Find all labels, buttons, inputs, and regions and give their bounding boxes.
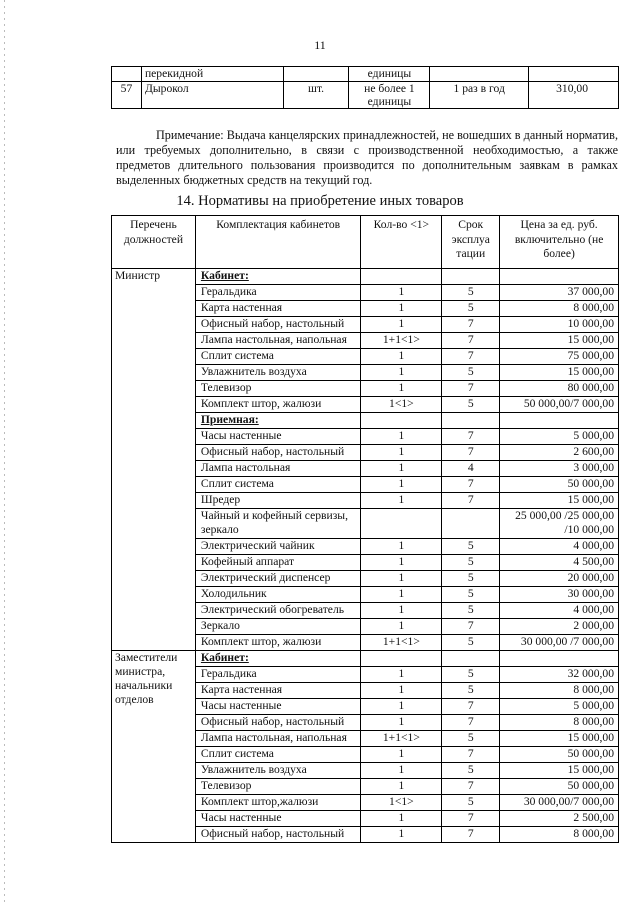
- cell-qty: [361, 651, 442, 667]
- cell-price: 15 000,00: [500, 731, 619, 747]
- equipment-name: Офисный набор, настольный: [195, 827, 361, 843]
- cell-qty: единицы: [349, 67, 430, 82]
- equipment-name: Часы настенные: [195, 429, 361, 445]
- cell-price: 15 000,00: [500, 365, 619, 381]
- cell-term: 7: [442, 317, 500, 333]
- cell-qty: 1: [361, 445, 442, 461]
- cell-term: [442, 269, 500, 285]
- equipment-name: Комплект штор,жалюзи: [195, 795, 361, 811]
- cell-price: 80 000,00: [500, 381, 619, 397]
- cell-price: [500, 651, 619, 667]
- table-row: [112, 67, 619, 82]
- header-term: Срок эксплуа тации: [442, 216, 500, 269]
- cell-price: 310,00: [529, 82, 619, 109]
- equipment-name: [195, 269, 361, 285]
- cell-qty: [361, 509, 442, 539]
- cell-term: 7: [442, 619, 500, 635]
- cell-price: 30 000,00/7 000,00: [500, 795, 619, 811]
- cell-qty: 1: [361, 763, 442, 779]
- equipment-name: Лампа настольная: [195, 461, 361, 477]
- cell-term: 7: [442, 493, 500, 509]
- cell-qty: 1: [361, 285, 442, 301]
- header-qty: Кол-во <1>: [361, 216, 442, 269]
- equipment-name: [195, 651, 361, 667]
- cell-price: 4 500,00: [500, 555, 619, 571]
- equipment-name: Лампа настольная, напольная: [195, 731, 361, 747]
- cell-num: [112, 67, 142, 82]
- cell-price: 15 000,00: [500, 763, 619, 779]
- supplies-table-continuation: [111, 66, 619, 109]
- cell-qty: 1: [361, 555, 442, 571]
- cell-price: 3 000,00: [500, 461, 619, 477]
- cell-term: [442, 651, 500, 667]
- cell-term: 5: [442, 635, 500, 651]
- cell-qty: 1: [361, 571, 442, 587]
- cell-price: [529, 67, 619, 82]
- cell-term: 5: [442, 571, 500, 587]
- cell-term: 5: [442, 555, 500, 571]
- cell-price: 50 000,00: [500, 779, 619, 795]
- table-row: [112, 82, 619, 109]
- cell-qty: 1<1>: [361, 795, 442, 811]
- cell-price: 15 000,00: [500, 333, 619, 349]
- equipment-name: Комплект штор, жалюзи: [195, 397, 361, 413]
- equipment-name: [195, 413, 361, 429]
- cell-term: 5: [442, 683, 500, 699]
- cell-price: 50 000,00: [500, 747, 619, 763]
- cell-qty: 1: [361, 349, 442, 365]
- equipment-name: Часы настенные: [195, 811, 361, 827]
- cell-term: 5: [442, 667, 500, 683]
- other-goods-norms-table: [111, 215, 619, 843]
- equipment-name: Офисный набор, настольный: [195, 715, 361, 731]
- equipment-name: Лампа настольная, напольная: [195, 333, 361, 349]
- cell-price: 2 500,00: [500, 811, 619, 827]
- section-title: 14. Нормативы на приобретение иных товаров: [176, 193, 464, 209]
- cell-qty: 1: [361, 493, 442, 509]
- equipment-name: Сплит система: [195, 477, 361, 493]
- cell-price: 4 000,00: [500, 603, 619, 619]
- cell-term: [442, 509, 500, 539]
- cell-price: 25 000,00 /25 000,00 /10 000,00: [500, 509, 619, 539]
- cell-price: 10 000,00: [500, 317, 619, 333]
- cell-term: 7: [442, 811, 500, 827]
- position-cell: Заместители министра, начальники отделов: [112, 651, 196, 843]
- cell-term: 7: [442, 445, 500, 461]
- cell-qty: 1: [361, 301, 442, 317]
- cell-qty: 1: [361, 667, 442, 683]
- cell-qty: не более 1 единицы: [349, 82, 430, 109]
- cell-qty: 1: [361, 699, 442, 715]
- cell-qty: 1: [361, 603, 442, 619]
- cell-term: 7: [442, 349, 500, 365]
- subsection-row: [112, 269, 619, 285]
- cell-qty: 1: [361, 779, 442, 795]
- cell-qty: 1: [361, 747, 442, 763]
- cell-price: 5 000,00: [500, 429, 619, 445]
- equipment-name: Зеркало: [195, 619, 361, 635]
- equipment-name: Электрический чайник: [195, 539, 361, 555]
- equipment-name: Геральдика: [195, 285, 361, 301]
- equipment-name: Офисный набор, настольный: [195, 317, 361, 333]
- cell-price: 30 000,00 /7 000,00: [500, 635, 619, 651]
- cell-term: 7: [442, 699, 500, 715]
- cell-qty: 1: [361, 683, 442, 699]
- note-paragraph: Примечание: Выдача канцелярских принадлежностей, не вошедших в данный норматив, или требуемых дополнительно, в связи с производственной необходимостью, а также предметов длительного пользования производится по дополнительным заявкам в рамках выделенных бюджетных средств на текущий год.: [116, 128, 618, 187]
- subsection-label: Кабинет:: [200, 269, 249, 282]
- cell-price: 8 000,00: [500, 301, 619, 317]
- cell-qty: 1: [361, 429, 442, 445]
- equipment-name: Комплект штор, жалюзи: [195, 635, 361, 651]
- equipment-name: Телевизор: [195, 381, 361, 397]
- cell-term: 5: [442, 365, 500, 381]
- equipment-name: Электрический диспенсер: [195, 571, 361, 587]
- header-price: Цена за ед. руб. включительно (не более): [500, 216, 619, 269]
- equipment-name: Сплит система: [195, 747, 361, 763]
- cell-price: 32 000,00: [500, 667, 619, 683]
- cell-price: 20 000,00: [500, 571, 619, 587]
- cell-price: 75 000,00: [500, 349, 619, 365]
- cell-term: 5: [442, 731, 500, 747]
- equipment-name: Шредер: [195, 493, 361, 509]
- equipment-name: Часы настенные: [195, 699, 361, 715]
- cell-term: 4: [442, 461, 500, 477]
- equipment-name: Телевизор: [195, 779, 361, 795]
- equipment-name: Кофейный аппарат: [195, 555, 361, 571]
- header-position: Перечень должностей: [112, 216, 196, 269]
- cell-term: 5: [442, 285, 500, 301]
- cell-qty: [361, 269, 442, 285]
- cell-qty: 1: [361, 715, 442, 731]
- equipment-name: Карта настенная: [195, 683, 361, 699]
- cell-qty: 1: [361, 461, 442, 477]
- cell-price: 30 000,00: [500, 587, 619, 603]
- subsection-label: Кабинет:: [200, 651, 249, 664]
- cell-qty: 1<1>: [361, 397, 442, 413]
- cell-price: 2 600,00: [500, 445, 619, 461]
- cell-term: 7: [442, 827, 500, 843]
- cell-price: 50 000,00: [500, 477, 619, 493]
- cell-qty: 1: [361, 539, 442, 555]
- cell-period: [430, 67, 529, 82]
- cell-qty: 1+1<1>: [361, 333, 442, 349]
- cell-term: 5: [442, 603, 500, 619]
- equipment-name: Увлажнитель воздуха: [195, 763, 361, 779]
- cell-term: 7: [442, 381, 500, 397]
- cell-unit: [283, 67, 349, 82]
- page-edge-perforation: [4, 0, 5, 905]
- cell-price: 8 000,00: [500, 683, 619, 699]
- cell-price: 4 000,00: [500, 539, 619, 555]
- cell-name: перекидной: [141, 67, 283, 82]
- cell-price: 5 000,00: [500, 699, 619, 715]
- cell-qty: 1: [361, 317, 442, 333]
- cell-term: 5: [442, 397, 500, 413]
- cell-qty: 1: [361, 811, 442, 827]
- subsection-row: [112, 651, 619, 667]
- cell-price: 8 000,00: [500, 715, 619, 731]
- cell-period: 1 раз в год: [430, 82, 529, 109]
- equipment-name: Увлажнитель воздуха: [195, 365, 361, 381]
- cell-term: 5: [442, 763, 500, 779]
- cell-qty: 1: [361, 827, 442, 843]
- header-equipment: Комплектация кабинетов: [195, 216, 361, 269]
- cell-price: 15 000,00: [500, 493, 619, 509]
- equipment-name: Электрический обогреватель: [195, 603, 361, 619]
- page-number: 11: [314, 38, 326, 52]
- cell-term: 7: [442, 477, 500, 493]
- cell-qty: 1+1<1>: [361, 731, 442, 747]
- cell-term: 7: [442, 779, 500, 795]
- cell-price: 50 000,00/7 000,00: [500, 397, 619, 413]
- cell-qty: 1: [361, 477, 442, 493]
- cell-term: 5: [442, 587, 500, 603]
- cell-term: 7: [442, 747, 500, 763]
- cell-qty: 1: [361, 587, 442, 603]
- cell-qty: 1: [361, 381, 442, 397]
- equipment-name: Карта настенная: [195, 301, 361, 317]
- cell-price: 8 000,00: [500, 827, 619, 843]
- table-header-row: [112, 216, 619, 269]
- equipment-name: Офисный набор, настольный: [195, 445, 361, 461]
- cell-num: 57: [112, 82, 142, 109]
- cell-term: 7: [442, 429, 500, 445]
- cell-price: [500, 269, 619, 285]
- equipment-name: Сплит система: [195, 349, 361, 365]
- cell-qty: [361, 413, 442, 429]
- cell-term: 5: [442, 795, 500, 811]
- cell-term: 7: [442, 333, 500, 349]
- position-cell: Министр: [112, 269, 196, 651]
- cell-unit: шт.: [283, 82, 349, 109]
- cell-name: Дырокол: [141, 82, 283, 109]
- cell-term: 5: [442, 539, 500, 555]
- cell-price: [500, 413, 619, 429]
- cell-term: [442, 413, 500, 429]
- cell-price: 37 000,00: [500, 285, 619, 301]
- equipment-name: Чайный и кофейный сервизы, зеркало: [195, 509, 361, 539]
- subsection-label: Приемная:: [200, 413, 259, 426]
- cell-term: 5: [442, 301, 500, 317]
- cell-price: 2 000,00: [500, 619, 619, 635]
- cell-qty: 1: [361, 365, 442, 381]
- equipment-name: Геральдика: [195, 667, 361, 683]
- cell-term: 7: [442, 715, 500, 731]
- cell-qty: 1: [361, 619, 442, 635]
- cell-qty: 1+1<1>: [361, 635, 442, 651]
- equipment-name: Холодильник: [195, 587, 361, 603]
